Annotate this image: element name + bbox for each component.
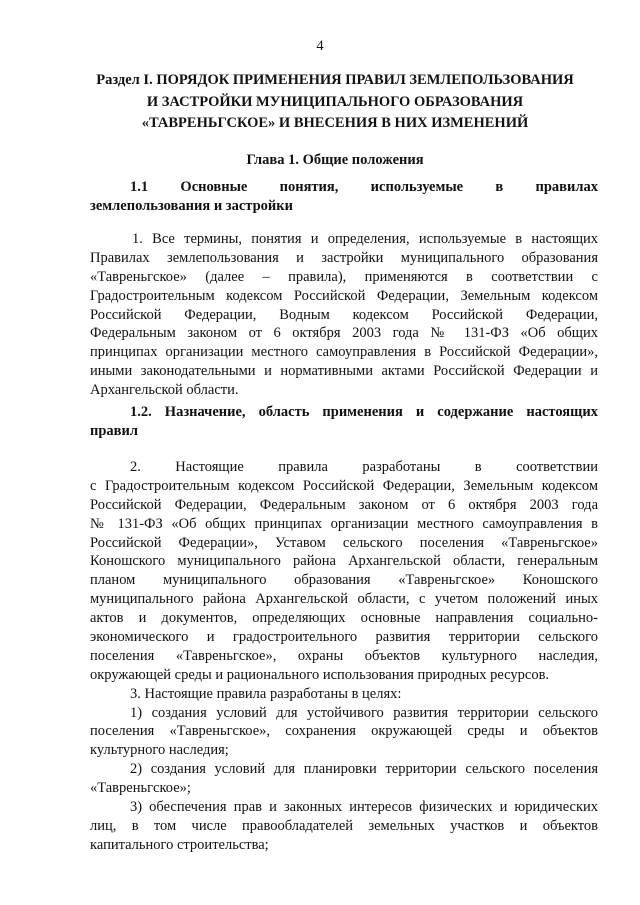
heading-line: 1.1 Основные понятия, используемые в правилах — [130, 179, 598, 195]
paragraph-line: «Тавреньгское»; — [90, 780, 191, 797]
paragraph-line: 3. Настоящие правила разработаны в целях: — [130, 685, 402, 702]
section-title-line: «ТАВРЕНЬГСКОЕ» И ВНЕСЕНИЯ В НИХ ИЗМЕНЕНИЙ — [141, 115, 529, 131]
section-title-line: Раздел I. ПОРЯДОК ПРИМЕНЕНИЯ ПРАВИЛ ЗЕМЛЕПОЛЬЗОВАНИЯ — [96, 72, 574, 88]
heading-1-1 — [90, 178, 598, 216]
paragraph-line: 3) обеспечения прав и законных интересов физических и юридических — [130, 799, 598, 816]
paragraph-line: «Тавреньгское» (далее – правила), применяются в соответствии с — [90, 268, 598, 285]
paragraph-line: 2) создания условий для планировки территории сельского поселения — [130, 761, 598, 778]
paragraph-line: муниципального района Архангельской области, с учетом положений иных — [90, 591, 598, 608]
page-number: 4 — [316, 38, 324, 54]
paragraph-line: поселения «Тавреньгское», охраны объектов культурного наследия, — [90, 647, 598, 664]
paragraph-line: Российской Федерации», Уставом сельского поселения «Тавреньгское» — [90, 534, 598, 551]
paragraph-line: лиц, в том числе правообладателей земельных участков и объектов — [90, 817, 598, 834]
paragraph-line: культурного наследия; — [90, 742, 229, 759]
paragraph-line: Архангельской области. — [90, 382, 239, 399]
paragraph-line: Российской Федерации, Федеральным законом от 6 октября 2003 года — [90, 496, 598, 513]
paragraph-line: 1) создания условий для устойчивого развития территории сельского — [130, 704, 598, 721]
paragraph-line: 1. Все термины, понятия и определения, используемые в настоящих — [132, 231, 598, 247]
paragraph-line: принципах организации местного самоуправления в Российской Федерации», — [90, 344, 598, 361]
paragraph-line: Коношского муниципального района Архангельской области, генеральным — [90, 553, 598, 570]
paragraph-line: Градостроительным кодексом Российской Федерации, Земельным кодексом — [90, 287, 598, 304]
paragraph-line: поселения «Тавреньгское», сохранения окружающей среды и объектов — [90, 723, 598, 740]
heading-line: 1.2. Назначение, область применения и содержание настоящих — [130, 404, 598, 420]
paragraph-line: Правилах землепользования и застройки муниципального образования — [90, 249, 598, 266]
paragraph-line: Российской Федерации, Водным кодексом Российской Федерации, — [90, 306, 598, 323]
paragraph-line: капитального строительства; — [90, 836, 269, 853]
heading-1-2 — [90, 403, 598, 441]
paragraph-line: 2. Настоящие правила разработаны в соответствии — [130, 459, 598, 475]
paragraph-line: иными законодательными и нормативными актами Российской Федерации и — [90, 363, 598, 380]
paragraph-line: планом муниципального образования «Тавреньгское» Коношского — [90, 572, 598, 589]
paragraph-line: экономического и градостроительного развития территории сельского — [90, 629, 598, 646]
heading-line: правил — [90, 422, 138, 439]
section-title — [78, 70, 592, 135]
paragraph-line: Федеральным законом от 6 октября 2003 года № 131-ФЗ «Об общих — [90, 325, 598, 342]
paragraph-line: с Градостроительным кодексом Российской Федерации, Земельным кодексом — [90, 477, 598, 494]
heading-line: землепользования и застройки — [90, 197, 293, 214]
section-title-line: И ЗАСТРОЙКИ МУНИЦИПАЛЬНОГО ОБРАЗОВАНИЯ — [146, 93, 524, 110]
paragraph-2 — [90, 458, 598, 855]
paragraph-1 — [90, 230, 598, 400]
paragraph-line: окружающей среды и рационального использования природных ресурсов. — [90, 666, 550, 683]
paragraph-line: № 131-ФЗ «Об общих принципах организации местного самоуправления в — [90, 515, 598, 532]
chapter-title: Глава 1. Общие положения — [246, 152, 424, 168]
paragraph-line: актов и документов, определяющих основные направления социально- — [90, 610, 598, 627]
